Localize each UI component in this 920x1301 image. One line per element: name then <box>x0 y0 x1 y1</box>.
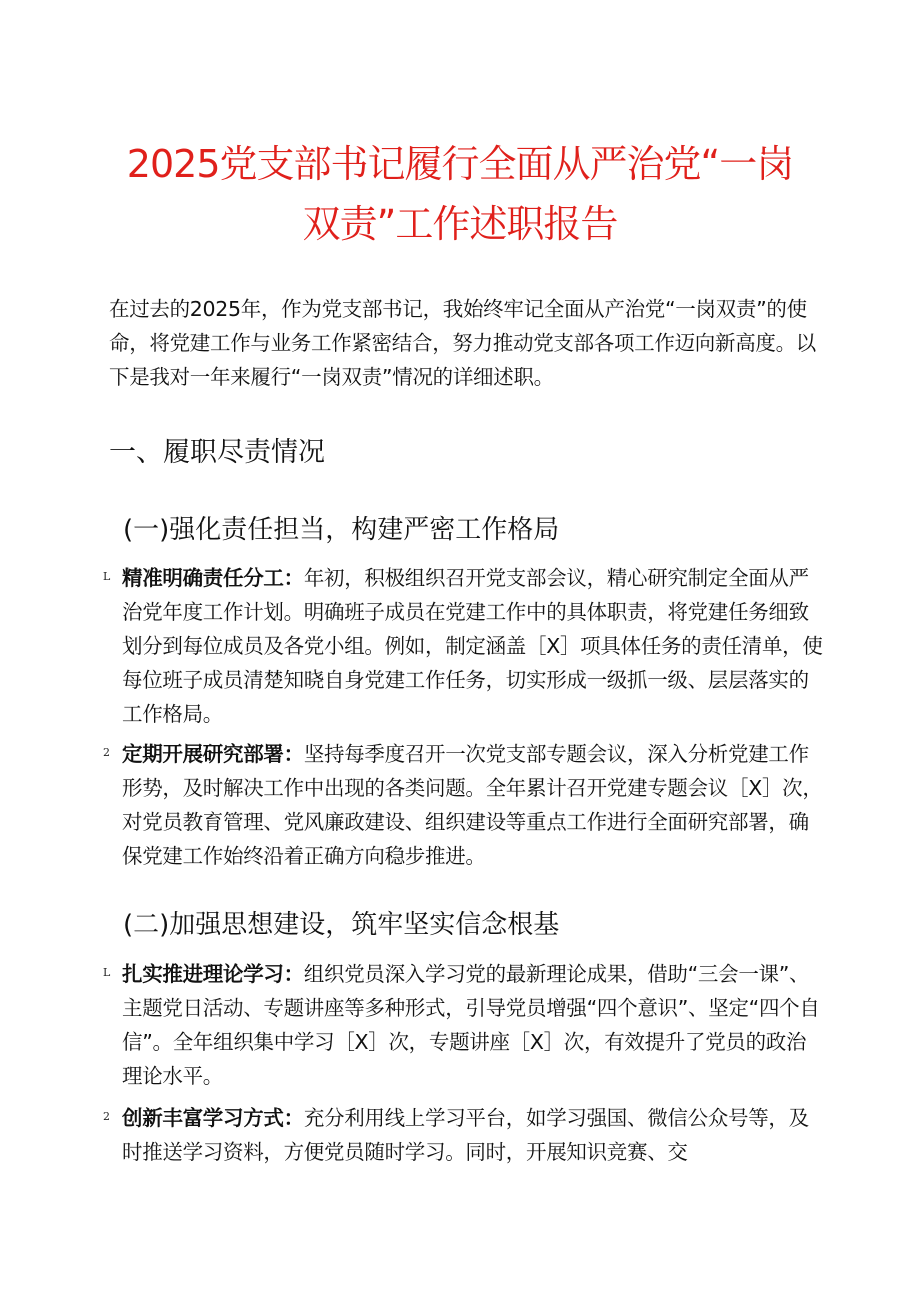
list-item-label: 定期开展研究部署： <box>122 742 304 766</box>
list-item-number: 2 <box>103 1110 110 1123</box>
list-item-number: L <box>103 570 111 583</box>
list-item-label: 创新丰富学习方式： <box>122 1106 304 1130</box>
document-title-line-1: 2025党支部书记履行全面从严治党“一岗 <box>126 142 794 186</box>
document-title-line-2: 双责”工作述职报告 <box>302 202 618 246</box>
subsection-2-heading: (二)加强思想建设，筑牢坚实信念根基 <box>123 910 560 940</box>
list-item-body <box>122 957 824 1093</box>
section-1-heading: 一、履职尽责情况 <box>109 437 325 468</box>
list-item-text: 坚持每季度召开一次党支部专题会议，深入分析党建工作形势，及时解决工作中出现的各类问题。全年累计召开党建专题会议［X］次，对党员教育管理、党风廉政建设、组织建设等重点工作进行全面研究部署，确保党建工作始终沿着正确方向稳步推进。 <box>122 742 823 868</box>
list-item-text: 年初，积极组织召开党支部会议，精心研究制定全面从严治党年度工作计划。明确班子成员在党建工作中的具体职责，将党建任务细致划分到每位成员及各党小组。例如，制定涵盖［X］项具体任务的责任清单，使每位班子成员清楚知晓自身党建工作任务，切实形成一级抓一级、层层落实的工作格局。 <box>122 566 823 726</box>
list-item-body <box>122 1101 824 1169</box>
list-item-number: L <box>103 966 111 979</box>
list-item-text: 充分利用线上学习平台，如学习强国、微信公众号等，及时推送学习资料，方便党员随时学习。同时，开展知识竞赛、交 <box>122 1106 809 1164</box>
list-item-body <box>122 737 824 873</box>
list-item-label: 扎实推进理论学习： <box>122 962 304 986</box>
list-item-body <box>122 561 824 731</box>
list-item-text: 组织党员深入学习党的最新理论成果，借助“三会一课”、主题党日活动、专题讲座等多种形式，引导党员增强“四个意识”、坚定“四个自信”。全年组织集中学习［X］次，专题讲座［X］次，有效提升了党员的政治理论水平。 <box>122 962 820 1088</box>
subsection-1-heading: (一)强化责任担当，构建严密工作格局 <box>123 515 560 545</box>
list-item-label: 精准明确责任分工： <box>122 566 304 590</box>
list-item-number: 2 <box>103 746 110 759</box>
intro-paragraph: 在过去的2025年，作为党支部书记，我始终牢记全面从产治党“一岗双责”的使命，将党建工作与业务工作紧密结合，努力推动党支部各项工作迈向新高度。以下是我对一年来履行“一岗双责”情况的详细述职。 <box>109 297 816 389</box>
